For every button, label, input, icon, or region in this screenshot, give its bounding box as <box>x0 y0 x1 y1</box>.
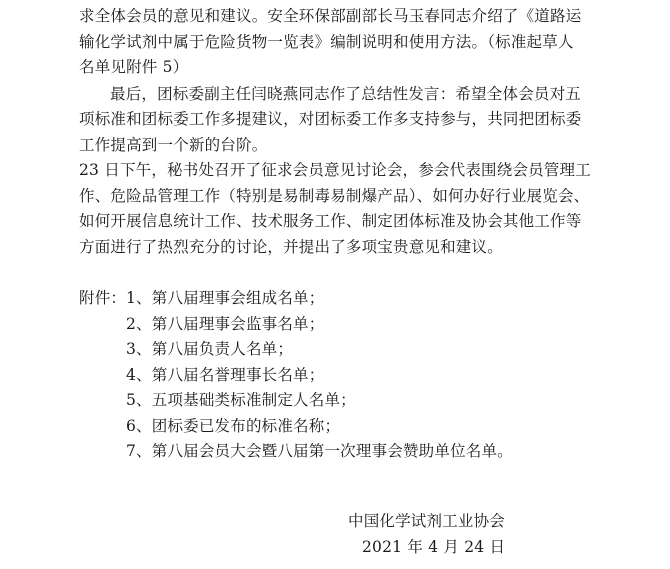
attachment-item-1: 1、第八届理事会组成名单； <box>126 289 325 307</box>
paragraph-1-line-3: 名单见附件 5） <box>79 58 189 76</box>
paragraph-2-line-3: 工作提高到一个新的台阶。 <box>79 136 268 154</box>
signature-organization: 中国化学试剂工业协会 <box>348 512 506 530</box>
paragraph-2-line-1: 最后，团标委副主任闫晓燕同志作了总结性发言：希望全体会员对五 <box>110 85 582 103</box>
attachment-item-7: 7、第八届会员大会暨八届第一次理事会赞助单位名单。 <box>126 442 513 460</box>
paragraph-3-line-3: 如何开展信息统计工作、技术服务工作、制定团体标准及协会其他工作等 <box>79 212 582 230</box>
attachment-item-2: 2、第八届理事会监事名单； <box>126 315 325 333</box>
attachments-prefix: 附件： <box>79 289 127 307</box>
paragraph-3-line-2: 作、危险品管理工作（特别是易制毒易制爆产品）、如何办好行业展览会、 <box>79 187 590 205</box>
paragraph-1-line-1: 求全体会员的意见和建议。安全环保部副部长马玉春同志介绍了《道路运 <box>79 7 582 25</box>
paragraph-3-line-1: 23 日下午，秘书处召开了征求会员意见讨论会，参会代表围绕会员管理工 <box>79 161 591 179</box>
attachment-item-3: 3、第八届负责人名单； <box>126 340 294 358</box>
paragraph-1-line-2: 输化学试剂中属于危险货物一览表》编制说明和使用方法。（标准起草人 <box>79 33 574 51</box>
paragraph-2-line-2: 项标准和团标委工作多提建议，对团标委工作多支持参与，共同把团标委 <box>79 110 582 128</box>
paragraph-3-line-4: 方面进行了热烈充分的讨论，并提出了多项宝贵意见和建议。 <box>79 238 503 256</box>
attachment-item-5: 5、五项基础类标准制定人名单； <box>126 391 356 409</box>
attachment-item-4: 4、第八届名誉理事长名单； <box>126 366 325 384</box>
signature-date: 2021 年 4 月 24 日 <box>362 538 506 556</box>
attachment-item-6: 6、团标委已发布的标准名称； <box>126 417 341 435</box>
